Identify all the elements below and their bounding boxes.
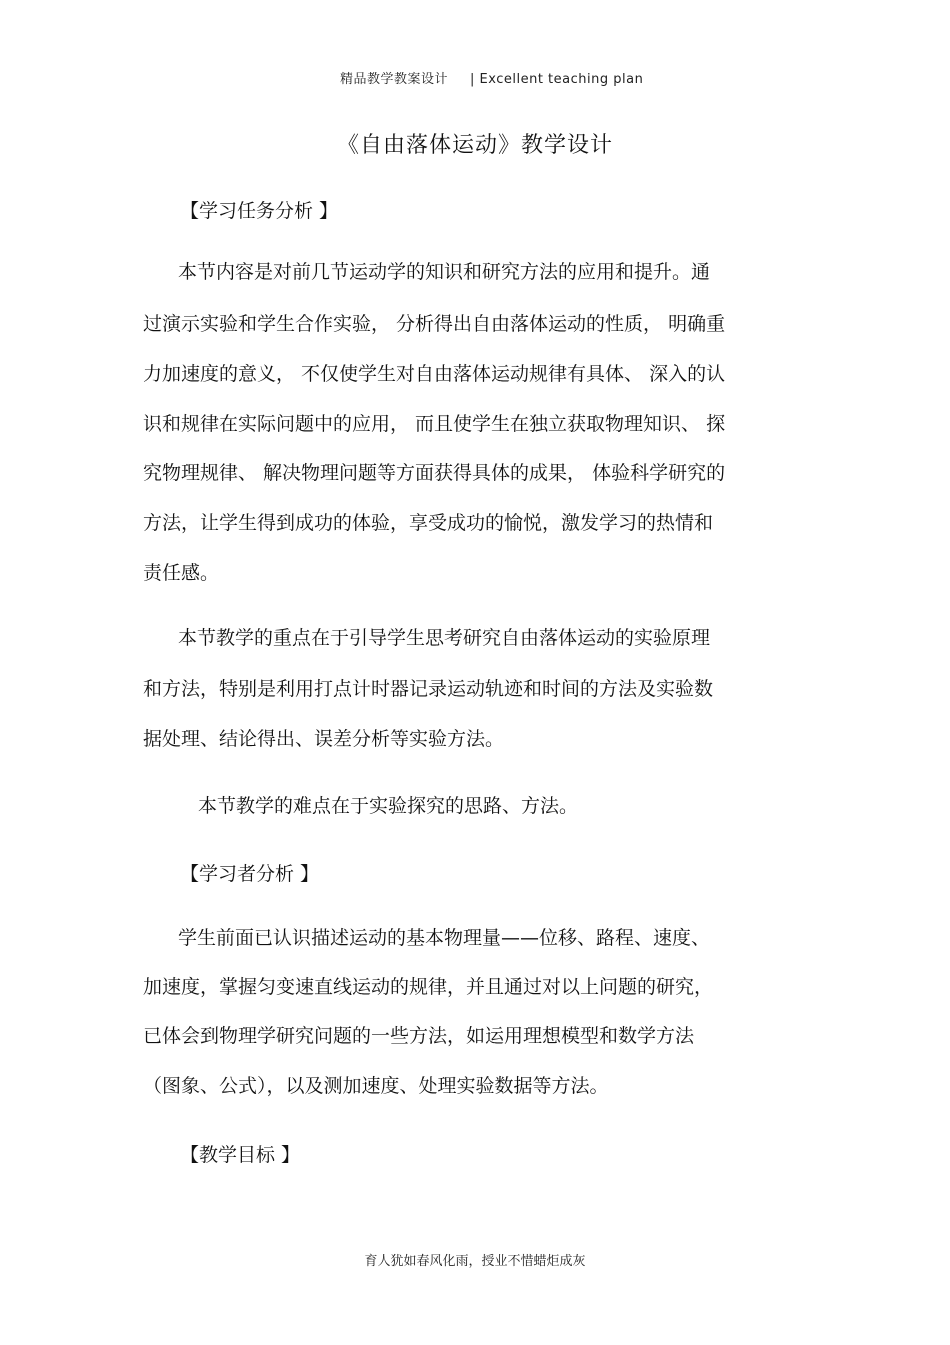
section-heading-learner-analysis: 【学习者分析 】	[180, 863, 320, 885]
paragraph-line: 据处理、结论得出、误差分析等实验方法。	[143, 728, 505, 750]
paragraph-line: 本节教学的重点在于引导学生思考研究自由落体运动的实验原理	[178, 627, 711, 649]
document-title: 《自由落体运动》教学设计	[336, 133, 613, 158]
header-separator: |	[470, 72, 475, 87]
section-heading-task-analysis: 【学习任务分析 】	[180, 200, 339, 222]
paragraph-line: 学生前面已认识描述运动的基本物理量——位移、路程、速度、	[178, 927, 711, 949]
page-header	[340, 68, 643, 87]
paragraph-line: 责任感。	[143, 562, 220, 584]
paragraph-line: 本节内容是对前几节运动学的知识和研究方法的应用和提升。通	[178, 261, 711, 283]
paragraph-difficulty: 本节教学的难点在于实验探究的思路、方法。	[198, 795, 579, 817]
paragraph-line: 过演示实验和学生合作实验， 分析得出自由落体运动的性质， 明确重	[143, 313, 726, 335]
paragraph-line: 力加速度的意义， 不仅使学生对自由落体运动规律有具体、 深入的认	[143, 363, 726, 385]
header-title-en: Excellent teaching plan	[479, 72, 644, 87]
paragraph-line: 已体会到物理学研究问题的一些方法，如运用理想模型和数学方法	[143, 1025, 695, 1047]
paragraph-line: 方法，让学生得到成功的体验，享受成功的愉悦，激发学习的热情和	[143, 512, 714, 534]
section-heading-teaching-goals: 【教学目标 】	[180, 1144, 301, 1166]
paragraph-line: 识和规律在实际问题中的应用， 而且使学生在独立获取物理知识、 探	[143, 413, 726, 435]
paragraph-line: （图象、公式），以及测加速度、处理实验数据等方法。	[143, 1075, 609, 1097]
page-footer: 育人犹如春风化雨，授业不惜蜡炬成灰	[364, 1254, 586, 1269]
paragraph-line: 加速度，掌握匀变速直线运动的规律，并且通过对以上问题的研究，	[143, 976, 714, 998]
header-title-cn: 精品教学教案设计	[340, 72, 449, 87]
paragraph-line: 和方法，特别是利用打点计时器记录运动轨迹和时间的方法及实验数	[143, 678, 714, 700]
paragraph-line: 究物理规律、 解决物理问题等方面获得具体的成果， 体验科学研究的	[143, 462, 726, 484]
